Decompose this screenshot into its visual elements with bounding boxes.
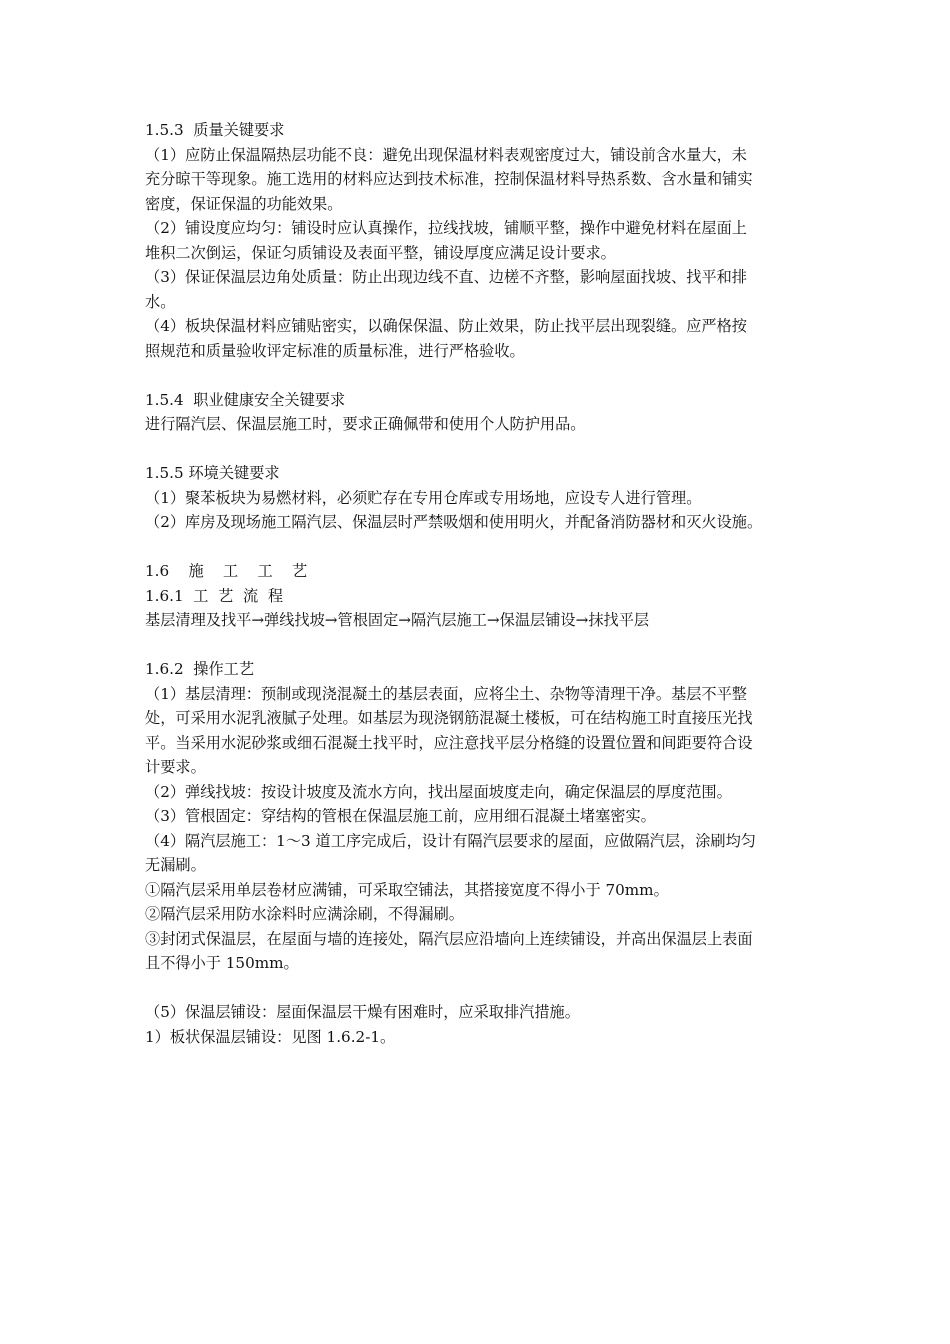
paragraph-line: （2）弹线找坡：按设计坡度及流水方向，找出屋面坡度走向，确定保温层的厚度范围。 [145,782,732,801]
paragraph-line: 水。 [145,292,176,311]
paragraph-line: 进行隔汽层、保温层施工时，要求正确佩带和使用个人防护用品。 [145,415,586,433]
blank-line [145,363,810,388]
document-body [145,118,810,1049]
paragraph-line: 照规范和质量验收评定标准的质量标准，进行严格验收。 [145,341,525,360]
paragraph-line: （2）铺设度应均匀：铺设时应认真操作，拉线找坡，铺顺平整，操作中避免材料在屋面上 [145,219,747,237]
section-heading-1-6-2: 1.6.2 操作工艺 [145,660,255,678]
blank-line [145,437,810,462]
paragraph-line: 堆积二次倒运，保证匀质铺设及表面平整，铺设厚度应满足设计要求。 [145,243,616,262]
blank-line [145,633,810,658]
paragraph-line: （3）保证保温层边角处质量：防止出现边线不直、边槎不齐整，影响屋面找坡、找平和排 [145,268,747,286]
paragraph-line: （2）库房及现场施工隔汽层、保温层时严禁吸烟和使用明火，并配备消防器材和灭火设施。 [145,513,763,531]
paragraph-line: （3）管根固定：穿结构的管根在保温层施工前，应用细石混凝土堵塞密实。 [145,807,656,825]
paragraph-line: ①隔汽层采用单层卷材应满铺，可采取空铺法，其搭接宽度不得小于 70mm。 [145,880,669,899]
paragraph-line: （4）隔汽层施工：1～3 道工序完成后，设计有隔汽层要求的屋面，应做隔汽层，涂刷均匀 [145,831,756,850]
paragraph-line: （4）板块保温材料应铺贴密实，以确保保温、防止效果，防止找平层出现裂缝。应严格按 [145,317,747,335]
paragraph-line: 1）板状保温层铺设：见图 1.6.2-1。 [145,1027,396,1046]
paragraph-line: 平。当采用水泥砂浆或细石混凝土找平时，应注意找平层分格缝的设置位置和间距要符合设 [145,733,753,752]
paragraph-line: （1）基层清理：预制或现浇混凝土的基层表面，应将尘土、杂物等清理干净。基层不平整 [145,684,747,703]
section-heading-1-5-3: 1.5.3 质量关键要求 [145,121,285,139]
section-heading-1-6-1: 1.6.1 工 艺 流 程 [145,586,284,605]
section-heading-1-5-4: 1.5.4 职业健康安全关键要求 [145,390,346,409]
paragraph-line: （1）应防止保温隔热层功能不良：避免出现保温材料表观密度过大，铺设前含水量大，未 [145,145,747,164]
paragraph-line: 处，可采用水泥乳液腻子处理。如基层为现浇钢筋混凝土楼板，可在结构施工时直接压光找 [145,709,753,727]
paragraph-line: （1）聚苯板块为易燃材料，必须贮存在专用仓库或专用场地，应设专人进行管理。 [145,488,702,507]
section-heading-1-6: 1.6 施 工 工 艺 [145,562,308,580]
blank-line [145,976,810,1001]
process-flow: 基层清理及找平→弹线找坡→管根固定→隔汽层施工→保温层铺设→抹找平层 [145,611,650,629]
blank-line [145,535,810,560]
paragraph-line: ②隔汽层采用防水涂料时应满涂刷，不得漏刷。 [145,905,464,923]
section-heading-1-5-5: 1.5.5 环境关键要求 [145,464,280,482]
paragraph-line: ③封闭式保温层，在屋面与墙的连接处，隔汽层应沿墙向上连续铺设，并高出保温层上表面 [145,929,753,948]
paragraph-line: 密度，保证保温的功能效果。 [145,194,343,213]
paragraph-line: （5）保温层铺设：屋面保温层干燥有困难时，应采取排汽措施。 [145,1003,580,1021]
paragraph-line: 且不得小于 150mm。 [145,954,299,972]
paragraph-line: 计要求。 [145,758,206,776]
paragraph-line: 充分晾干等现象。施工选用的材料应达到技术标准，控制保温材料导热系数、含水量和铺实 [145,170,753,188]
paragraph-line: 无漏刷。 [145,856,206,874]
